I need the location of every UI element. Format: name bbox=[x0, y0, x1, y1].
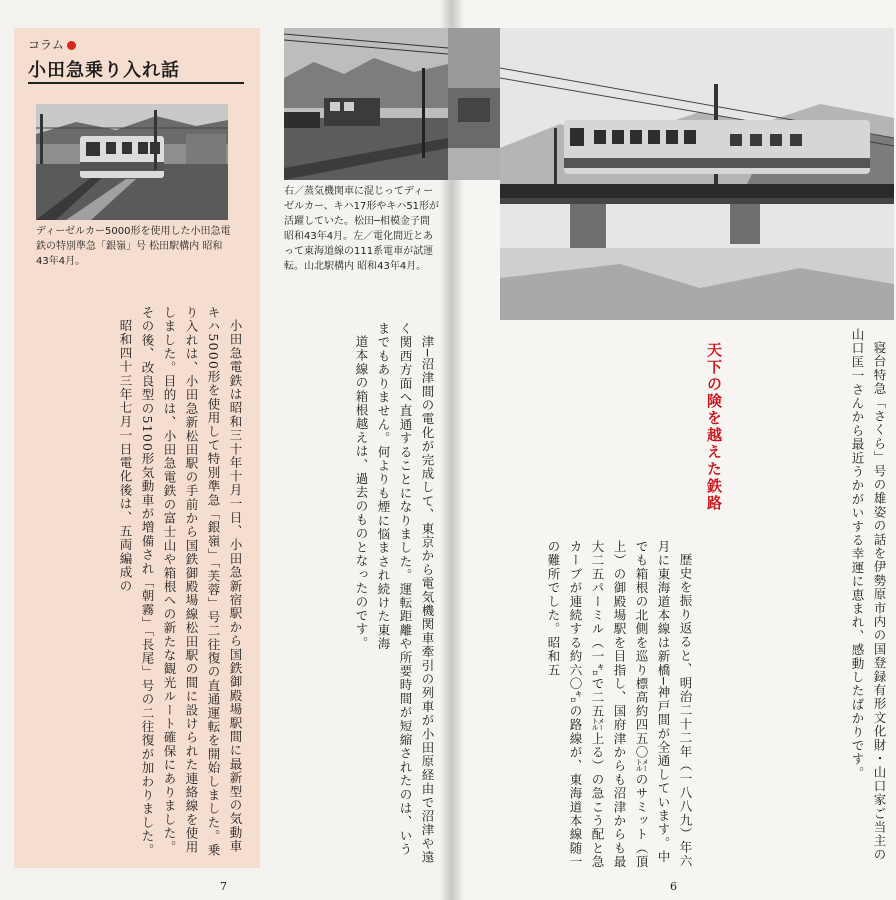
right-intro-text bbox=[744, 328, 890, 872]
page-number-right: 6 bbox=[670, 880, 677, 893]
right-paragraph-1: 歴史を振り返ると、明治二十二年（一八八九）年六月に東海道本線は新橋─神戸間が全通しています。中でも箱根の北側を巡り標高約四五〇㍍のサミット（頂上）の御殿場駅を目指し、国府津からも沼津からも最大二五パーミル（一㌔で二五㍍上る）の急こう配と急カーブが連続する約六〇㌔の路線が、東海道本線随一の難所でした。昭和五 bbox=[546, 540, 693, 869]
section-heading: 天下の険を越えた鉄路 bbox=[705, 342, 723, 512]
photo-train-on-bridge bbox=[500, 28, 894, 320]
middle-paragraph-2: 道本線の箱根越えは、過去のものとなったのです。 bbox=[354, 334, 369, 650]
middle-body-text bbox=[270, 322, 438, 868]
right-body-text-top bbox=[468, 540, 696, 870]
page-number-left: 7 bbox=[220, 880, 227, 893]
column-tag bbox=[28, 36, 76, 53]
tag-dot-icon bbox=[67, 41, 76, 50]
photo-caption-railcar: ディーゼルカー5000形を使用した小田急電鉄の特別準急「銀嶺」号 松田駅構内 昭和43年4月。 bbox=[36, 226, 231, 267]
photo-steam-and-diesel bbox=[284, 28, 448, 180]
column-body-text bbox=[20, 306, 246, 864]
photo-electrification-test bbox=[448, 28, 500, 180]
photo-caption-steam: 右／蒸気機関車に混じってディーゼルカー、キハ17形やキハ51形が活躍していた。松田─相模金子間 昭和43年4月。左／電化間近とあって東海道線の111系電車が試運転。山北駅構内 昭和43年4月。 bbox=[284, 186, 440, 272]
column-tag-label: コラム bbox=[28, 38, 64, 52]
column-paragraph-2: 昭和四十三年七月一日電化後は、五両編成の bbox=[118, 318, 133, 593]
title-divider bbox=[28, 82, 244, 84]
column-paragraph-1: 小田急電鉄は昭和三十年十月一日、小田急新宿駅から国鉄御殿場駅間に最新型の気動車キハ5000形を使用して特別準急「銀嶺」「芙蓉」号二往復の直通運転を開始しました。乗り入れは、小田急新松田駅の手前から国鉄御殿場線松田駅の間に設けられた連絡線を使用しました。目的は、小田急電鉄の富士山や箱根への新たな観光ルート確保にありました。その後、改良型の5100形気動車が増備され「朝霧」「長尾」号の二往復が加わりました。 bbox=[140, 306, 243, 857]
column-title: 小田急乗り入れ話 bbox=[28, 60, 180, 81]
photo-diesel-railcar bbox=[36, 104, 228, 220]
right-intro-paragraph: 寝台特急「さくら」号の雄姿の話を伊勢原市内の国登録有形文化財・山口家ご当主の山口匡一さんから最近うかがいする幸運に恵まれ、感動したばかりです。 bbox=[850, 328, 887, 862]
middle-paragraph-1: 津─沼津間の電化が完成して、東京から電気機関車牽引の列車が小田原経由で沼津や遠く関西方面へ直通することになりました。運転距離や所要時間が短縮されたのは、いうまでもありません。何よりも煙に悩まされ続けた東海 bbox=[376, 322, 435, 864]
